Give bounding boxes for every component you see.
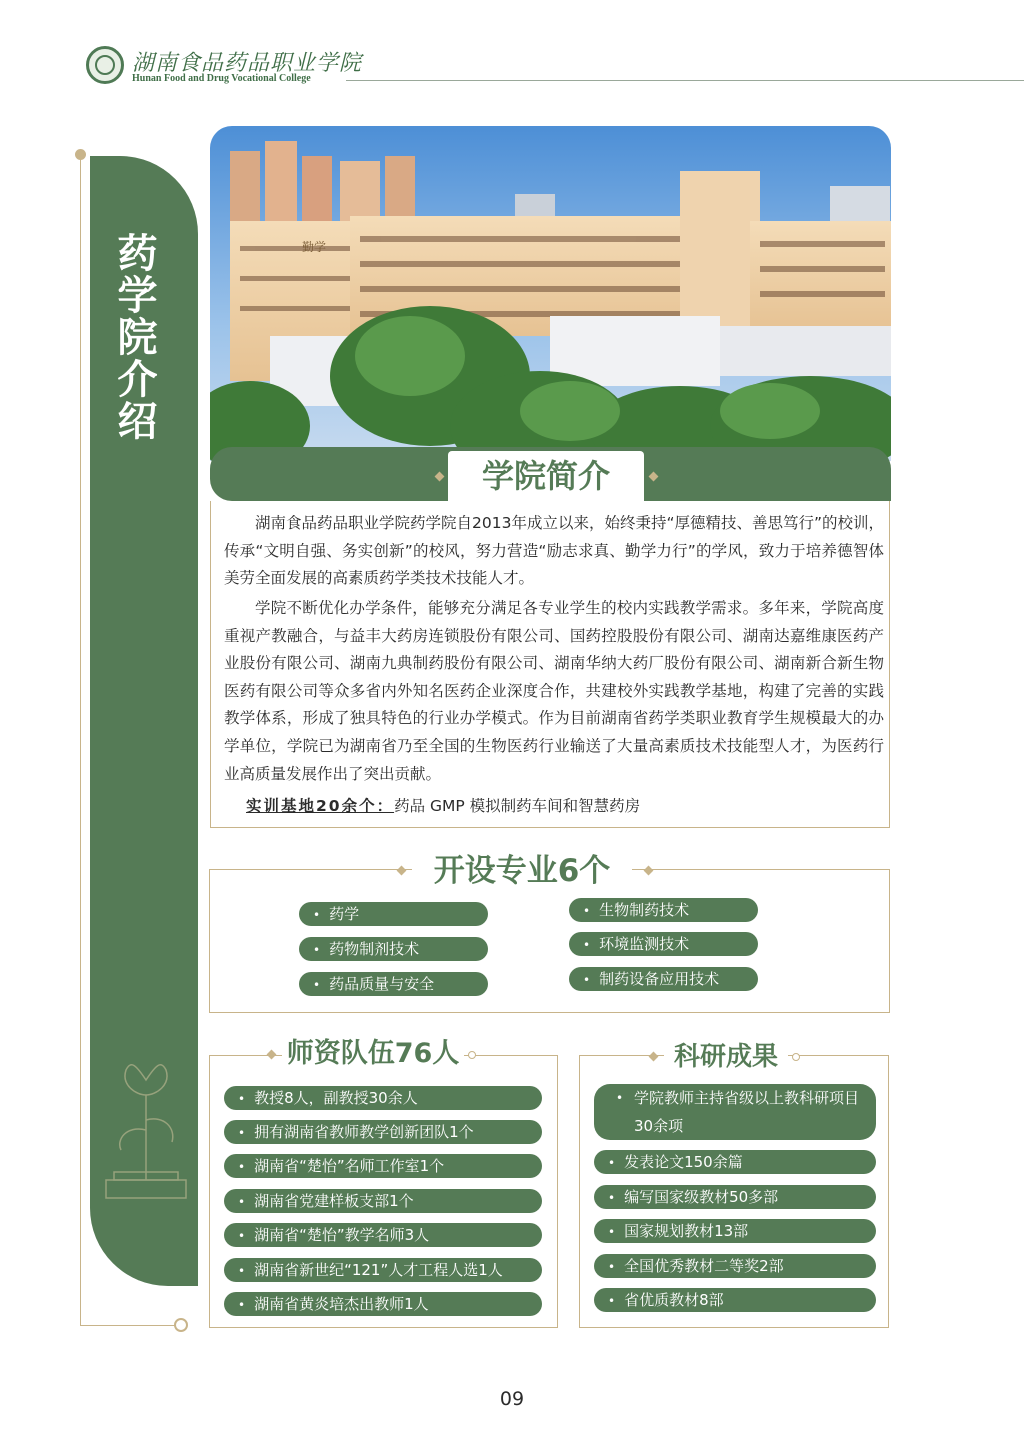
major-item: • 生物制药技术 [569,898,758,922]
major-item: • 环境监测技术 [569,932,758,956]
research-item: • 全国优秀教材二等奖2部 [594,1254,876,1278]
research-item: • 国家规划教材13部 [594,1219,876,1243]
faculty-item: • 教授8人，副教授30余人 [224,1086,542,1110]
training-base-line [246,794,640,818]
frame-line-bottom [80,1325,176,1326]
research-item: • 学院教师主持省级以上教科研项目30余项 [594,1084,876,1140]
college-name-cn: 湖南食品药品职业学院 [132,51,363,76]
title-ring-icon [468,1051,476,1059]
training-base-label: 实训基地20余个： [246,797,395,815]
majors-title: 开设专业6个 [412,852,632,890]
faculty-item: • 湖南省“楚怡”名师工作室1个 [224,1154,542,1178]
title-ring-icon [792,1053,800,1061]
major-item: • 药品质量与安全 [299,972,488,996]
page-number: 09 [499,1388,525,1410]
lotus-sculpture-icon [96,1050,196,1210]
sidebar-title: 药学院介绍 [111,232,157,442]
intro-paragraph-1: 湖南食品药品职业学院药学院自2013年成立以来，始终秉持“厚德精技、善思笃行”的校训，传承“文明自强、务实创新”的校风，努力营造“励志求真、勤学力行”的学风，致力于培养德智体美劳全面发展的高素质药学类技术技能人才。 [224,514,885,588]
frame-dot [75,149,86,160]
faculty-item: • 湖南省党建样板支部1个 [224,1189,542,1213]
faculty-item: • 湖南省黄炎培杰出教师1人 [224,1292,542,1316]
research-item: • 发表论文150余篇 [594,1150,876,1174]
research-title: 科研成果 [664,1040,788,1074]
faculty-item: • 湖南省新世纪“121”人才工程人选1人 [224,1258,542,1282]
major-item: • 药物制剂技术 [299,937,488,961]
campus-photo [210,126,891,461]
college-logo-seal [86,46,124,84]
major-item: • 药学 [299,902,488,926]
photo-sign-text: 勤学 [302,240,327,254]
faculty-title: 师资队伍76人 [282,1037,464,1071]
frame-line-vertical [80,156,81,1326]
college-name-en: Hunan Food and Drug Vocational College [132,73,311,84]
intro-paragraph-2: 学院不断优化办学条件，能够充分满足各专业学生的校内实践教学需求。多年来，学院高度重视产教融合，与益丰大药房连锁股份有限公司、国药控股股份有限公司、湖南达嘉维康医药产业股份有限公司、湖南九典制药股份有限公司、湖南华纳大药厂股份有限公司、湖南新合新生物医药有限公司等众多省内外知名医药企业深度合作，共建校外实践教学基地，构建了完善的实践教学体系，形成了独具特色的行业办学模式。作为目前湖南省药学类职业教育学生规模最大的办学单位，学院已为湖南省乃至全国的生物医药行业输送了大量高素质技术技能型人才，为医药行业高质量发展作出了突出贡献。 [224,599,884,783]
faculty-item: • 湖南省“楚怡”教学名师3人 [224,1223,542,1247]
major-item: • 制药设备应用技术 [569,967,758,991]
training-base-value: 药品 GMP 模拟制药车间和智慧药房 [394,797,641,815]
intro-title: 学院简介 [448,451,644,501]
header-divider [346,80,1024,81]
faculty-item: • 拥有湖南省教师教学创新团队1个 [224,1120,542,1144]
frame-ring [174,1318,188,1332]
research-item: • 编写国家级教材50多部 [594,1185,876,1209]
research-item: • 省优质教材8部 [594,1288,876,1312]
